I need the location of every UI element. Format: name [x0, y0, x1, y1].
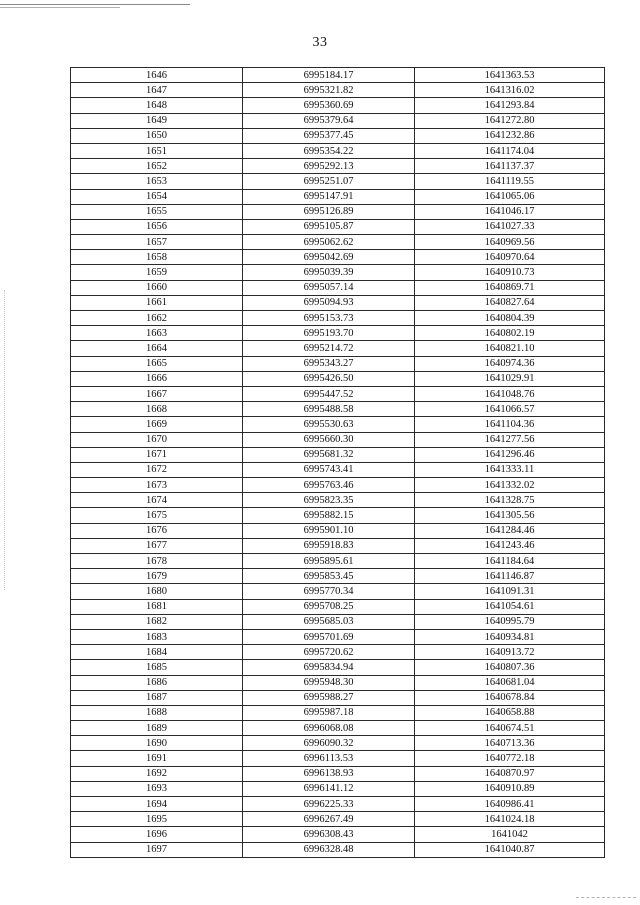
- x-coordinate-cell: 6995488.58: [243, 402, 415, 417]
- y-coordinate-cell: 1640986.41: [415, 797, 605, 812]
- y-coordinate-cell: 1640681.04: [415, 675, 605, 690]
- y-coordinate-cell: 1640772.18: [415, 751, 605, 766]
- point-number-cell: 1648: [71, 98, 243, 113]
- x-coordinate-cell: 6995426.50: [243, 371, 415, 386]
- y-coordinate-cell: 1641243.46: [415, 538, 605, 553]
- y-coordinate-cell: 1640970.64: [415, 250, 605, 265]
- y-coordinate-cell: 1640713.36: [415, 736, 605, 751]
- y-coordinate-cell: 1641272.80: [415, 113, 605, 128]
- y-coordinate-cell: 1641316.02: [415, 83, 605, 98]
- table-row: [71, 204, 605, 219]
- y-coordinate-cell: 1641146.87: [415, 569, 605, 584]
- table-row: [71, 599, 605, 614]
- point-number-cell: 1655: [71, 204, 243, 219]
- y-coordinate-cell: 1641328.75: [415, 493, 605, 508]
- table-row: [71, 736, 605, 751]
- table-row: [71, 508, 605, 523]
- point-number-cell: 1695: [71, 812, 243, 827]
- point-number-cell: 1669: [71, 417, 243, 432]
- y-coordinate-cell: 1641332.02: [415, 478, 605, 493]
- table-row: [71, 781, 605, 796]
- x-coordinate-cell: 6995882.15: [243, 508, 415, 523]
- x-coordinate-cell: 6995853.45: [243, 569, 415, 584]
- x-coordinate-cell: 6995708.25: [243, 599, 415, 614]
- x-coordinate-cell: 6996068.08: [243, 721, 415, 736]
- point-number-cell: 1667: [71, 386, 243, 401]
- x-coordinate-cell: 6995377.45: [243, 128, 415, 143]
- x-coordinate-cell: 6995042.69: [243, 250, 415, 265]
- table-row: [71, 219, 605, 234]
- y-coordinate-cell: 1641091.31: [415, 584, 605, 599]
- x-coordinate-cell: 6996225.33: [243, 797, 415, 812]
- x-coordinate-cell: 6995251.07: [243, 174, 415, 189]
- x-coordinate-cell: 6996090.32: [243, 736, 415, 751]
- point-number-cell: 1688: [71, 705, 243, 720]
- x-coordinate-cell: 6996328.48: [243, 842, 415, 857]
- point-number-cell: 1680: [71, 584, 243, 599]
- table-row: [71, 797, 605, 812]
- table-row: [71, 721, 605, 736]
- point-number-cell: 1664: [71, 341, 243, 356]
- x-coordinate-cell: 6995105.87: [243, 219, 415, 234]
- x-coordinate-cell: 6995530.63: [243, 417, 415, 432]
- y-coordinate-cell: 1640870.97: [415, 766, 605, 781]
- x-coordinate-cell: 6995379.64: [243, 113, 415, 128]
- point-number-cell: 1659: [71, 265, 243, 280]
- table-row: [71, 766, 605, 781]
- point-number-cell: 1691: [71, 751, 243, 766]
- y-coordinate-cell: 1640974.36: [415, 356, 605, 371]
- x-coordinate-cell: 6995343.27: [243, 356, 415, 371]
- x-coordinate-cell: 6995214.72: [243, 341, 415, 356]
- point-number-cell: 1666: [71, 371, 243, 386]
- table-row: [71, 645, 605, 660]
- point-number-cell: 1660: [71, 280, 243, 295]
- y-coordinate-cell: 1640804.39: [415, 311, 605, 326]
- point-number-cell: 1650: [71, 128, 243, 143]
- y-coordinate-cell: 1640821.10: [415, 341, 605, 356]
- y-coordinate-cell: 1641054.61: [415, 599, 605, 614]
- point-number-cell: 1646: [71, 68, 243, 83]
- x-coordinate-cell: 6995292.13: [243, 159, 415, 174]
- point-number-cell: 1653: [71, 174, 243, 189]
- x-coordinate-cell: 6995153.73: [243, 311, 415, 326]
- table-row: [71, 113, 605, 128]
- table-row: [71, 311, 605, 326]
- point-number-cell: 1657: [71, 235, 243, 250]
- y-coordinate-cell: 1641137.37: [415, 159, 605, 174]
- x-coordinate-cell: 6995823.35: [243, 493, 415, 508]
- y-coordinate-cell: 1641065.06: [415, 189, 605, 204]
- x-coordinate-cell: 6995901.10: [243, 523, 415, 538]
- point-number-cell: 1694: [71, 797, 243, 812]
- point-number-cell: 1687: [71, 690, 243, 705]
- table-row: [71, 280, 605, 295]
- point-number-cell: 1668: [71, 402, 243, 417]
- coordinates-table: [70, 67, 605, 858]
- x-coordinate-cell: 6995447.52: [243, 386, 415, 401]
- table-row: [71, 83, 605, 98]
- x-coordinate-cell: 6996138.93: [243, 766, 415, 781]
- table-row: [71, 478, 605, 493]
- x-coordinate-cell: 6995918.83: [243, 538, 415, 553]
- x-coordinate-cell: 6995770.34: [243, 584, 415, 599]
- page-number: 33: [312, 35, 328, 50]
- table-row: [71, 341, 605, 356]
- x-coordinate-cell: 6995895.61: [243, 554, 415, 569]
- x-coordinate-cell: 6995987.18: [243, 705, 415, 720]
- table-row: [71, 827, 605, 842]
- x-coordinate-cell: 6995948.30: [243, 675, 415, 690]
- x-coordinate-cell: 6995354.22: [243, 143, 415, 158]
- table-row: [71, 98, 605, 113]
- y-coordinate-cell: 1640674.51: [415, 721, 605, 736]
- point-number-cell: 1696: [71, 827, 243, 842]
- point-number-cell: 1675: [71, 508, 243, 523]
- point-number-cell: 1686: [71, 675, 243, 690]
- scan-edge-mark-secondary: [0, 7, 120, 8]
- x-coordinate-cell: 6995321.82: [243, 83, 415, 98]
- point-number-cell: 1672: [71, 462, 243, 477]
- y-coordinate-cell: 1641048.76: [415, 386, 605, 401]
- point-number-cell: 1689: [71, 721, 243, 736]
- x-coordinate-cell: 6995701.69: [243, 629, 415, 644]
- table-row: [71, 402, 605, 417]
- y-coordinate-cell: 1640913.72: [415, 645, 605, 660]
- x-coordinate-cell: 6996141.12: [243, 781, 415, 796]
- point-number-cell: 1663: [71, 326, 243, 341]
- scan-edge-mark: [0, 4, 190, 5]
- table-row: [71, 235, 605, 250]
- x-coordinate-cell: 6995039.39: [243, 265, 415, 280]
- x-coordinate-cell: 6995988.27: [243, 690, 415, 705]
- y-coordinate-cell: 1640869.71: [415, 280, 605, 295]
- table-row: [71, 326, 605, 341]
- table-row: [71, 295, 605, 310]
- table-row: [71, 675, 605, 690]
- table-row: [71, 417, 605, 432]
- point-number-cell: 1676: [71, 523, 243, 538]
- table-row: [71, 143, 605, 158]
- y-coordinate-cell: 1641119.55: [415, 174, 605, 189]
- table-row: [71, 68, 605, 83]
- point-number-cell: 1692: [71, 766, 243, 781]
- y-coordinate-cell: 1641232.86: [415, 128, 605, 143]
- x-coordinate-cell: 6995720.62: [243, 645, 415, 660]
- y-coordinate-cell: 1641296.46: [415, 447, 605, 462]
- table-row: [71, 523, 605, 538]
- table-row: [71, 371, 605, 386]
- y-coordinate-cell: 1641042: [415, 827, 605, 842]
- point-number-cell: 1649: [71, 113, 243, 128]
- table-row: [71, 432, 605, 447]
- point-number-cell: 1693: [71, 781, 243, 796]
- table-row: [71, 386, 605, 401]
- y-coordinate-cell: 1641184.64: [415, 554, 605, 569]
- y-coordinate-cell: 1640910.89: [415, 781, 605, 796]
- table-row: [71, 842, 605, 857]
- point-number-cell: 1683: [71, 629, 243, 644]
- table-row: [71, 614, 605, 629]
- x-coordinate-cell: 6995147.91: [243, 189, 415, 204]
- y-coordinate-cell: 1641363.53: [415, 68, 605, 83]
- table-row: [71, 812, 605, 827]
- table-row: [71, 493, 605, 508]
- y-coordinate-cell: 1641066.57: [415, 402, 605, 417]
- table-row: [71, 159, 605, 174]
- x-coordinate-cell: 6995126.89: [243, 204, 415, 219]
- point-number-cell: 1670: [71, 432, 243, 447]
- y-coordinate-cell: 1641104.36: [415, 417, 605, 432]
- x-coordinate-cell: 6995184.17: [243, 68, 415, 83]
- y-coordinate-cell: 1640658.88: [415, 705, 605, 720]
- y-coordinate-cell: 1640934.81: [415, 629, 605, 644]
- x-coordinate-cell: 6995057.14: [243, 280, 415, 295]
- scan-margin-dots: [4, 290, 6, 590]
- point-number-cell: 1658: [71, 250, 243, 265]
- table-row: [71, 265, 605, 280]
- table-row: [71, 690, 605, 705]
- y-coordinate-cell: 1640910.73: [415, 265, 605, 280]
- point-number-cell: 1674: [71, 493, 243, 508]
- y-coordinate-cell: 1640969.56: [415, 235, 605, 250]
- table-row: [71, 174, 605, 189]
- point-number-cell: 1647: [71, 83, 243, 98]
- y-coordinate-cell: 1641046.17: [415, 204, 605, 219]
- table-row: [71, 705, 605, 720]
- y-coordinate-cell: 1641333.11: [415, 462, 605, 477]
- x-coordinate-cell: 6995743.41: [243, 462, 415, 477]
- table-row: [71, 447, 605, 462]
- y-coordinate-cell: 1641029.91: [415, 371, 605, 386]
- point-number-cell: 1679: [71, 569, 243, 584]
- point-number-cell: 1656: [71, 219, 243, 234]
- point-number-cell: 1697: [71, 842, 243, 857]
- point-number-cell: 1685: [71, 660, 243, 675]
- x-coordinate-cell: 6995062.62: [243, 235, 415, 250]
- y-coordinate-cell: 1641040.87: [415, 842, 605, 857]
- point-number-cell: 1651: [71, 143, 243, 158]
- x-coordinate-cell: 6995660.30: [243, 432, 415, 447]
- scan-bottom-mark: [576, 897, 636, 899]
- y-coordinate-cell: 1641027.33: [415, 219, 605, 234]
- x-coordinate-cell: 6996267.49: [243, 812, 415, 827]
- y-coordinate-cell: 1641305.56: [415, 508, 605, 523]
- table-row: [71, 189, 605, 204]
- coordinates-table-body: [71, 68, 605, 858]
- table-row: [71, 538, 605, 553]
- y-coordinate-cell: 1641174.04: [415, 143, 605, 158]
- point-number-cell: 1677: [71, 538, 243, 553]
- x-coordinate-cell: 6995763.46: [243, 478, 415, 493]
- x-coordinate-cell: 6995681.32: [243, 447, 415, 462]
- table-row: [71, 250, 605, 265]
- x-coordinate-cell: 6996113.53: [243, 751, 415, 766]
- table-row: [71, 660, 605, 675]
- point-number-cell: 1681: [71, 599, 243, 614]
- x-coordinate-cell: 6995193.70: [243, 326, 415, 341]
- point-number-cell: 1661: [71, 295, 243, 310]
- table-row: [71, 584, 605, 599]
- y-coordinate-cell: 1641284.46: [415, 523, 605, 538]
- x-coordinate-cell: 6996308.43: [243, 827, 415, 842]
- x-coordinate-cell: 6995094.93: [243, 295, 415, 310]
- x-coordinate-cell: 6995834.94: [243, 660, 415, 675]
- point-number-cell: 1671: [71, 447, 243, 462]
- point-number-cell: 1690: [71, 736, 243, 751]
- table-row: [71, 128, 605, 143]
- table-row: [71, 462, 605, 477]
- point-number-cell: 1665: [71, 356, 243, 371]
- y-coordinate-cell: 1640827.64: [415, 295, 605, 310]
- table-row: [71, 569, 605, 584]
- y-coordinate-cell: 1640802.19: [415, 326, 605, 341]
- y-coordinate-cell: 1641277.56: [415, 432, 605, 447]
- x-coordinate-cell: 6995360.69: [243, 98, 415, 113]
- point-number-cell: 1682: [71, 614, 243, 629]
- table-row: [71, 751, 605, 766]
- y-coordinate-cell: 1640807.36: [415, 660, 605, 675]
- y-coordinate-cell: 1641024.18: [415, 812, 605, 827]
- y-coordinate-cell: 1640995.79: [415, 614, 605, 629]
- point-number-cell: 1662: [71, 311, 243, 326]
- point-number-cell: 1684: [71, 645, 243, 660]
- point-number-cell: 1654: [71, 189, 243, 204]
- point-number-cell: 1652: [71, 159, 243, 174]
- table-row: [71, 356, 605, 371]
- point-number-cell: 1673: [71, 478, 243, 493]
- y-coordinate-cell: 1640678.84: [415, 690, 605, 705]
- table-row: [71, 554, 605, 569]
- point-number-cell: 1678: [71, 554, 243, 569]
- y-coordinate-cell: 1641293.84: [415, 98, 605, 113]
- table-row: [71, 629, 605, 644]
- x-coordinate-cell: 6995685.03: [243, 614, 415, 629]
